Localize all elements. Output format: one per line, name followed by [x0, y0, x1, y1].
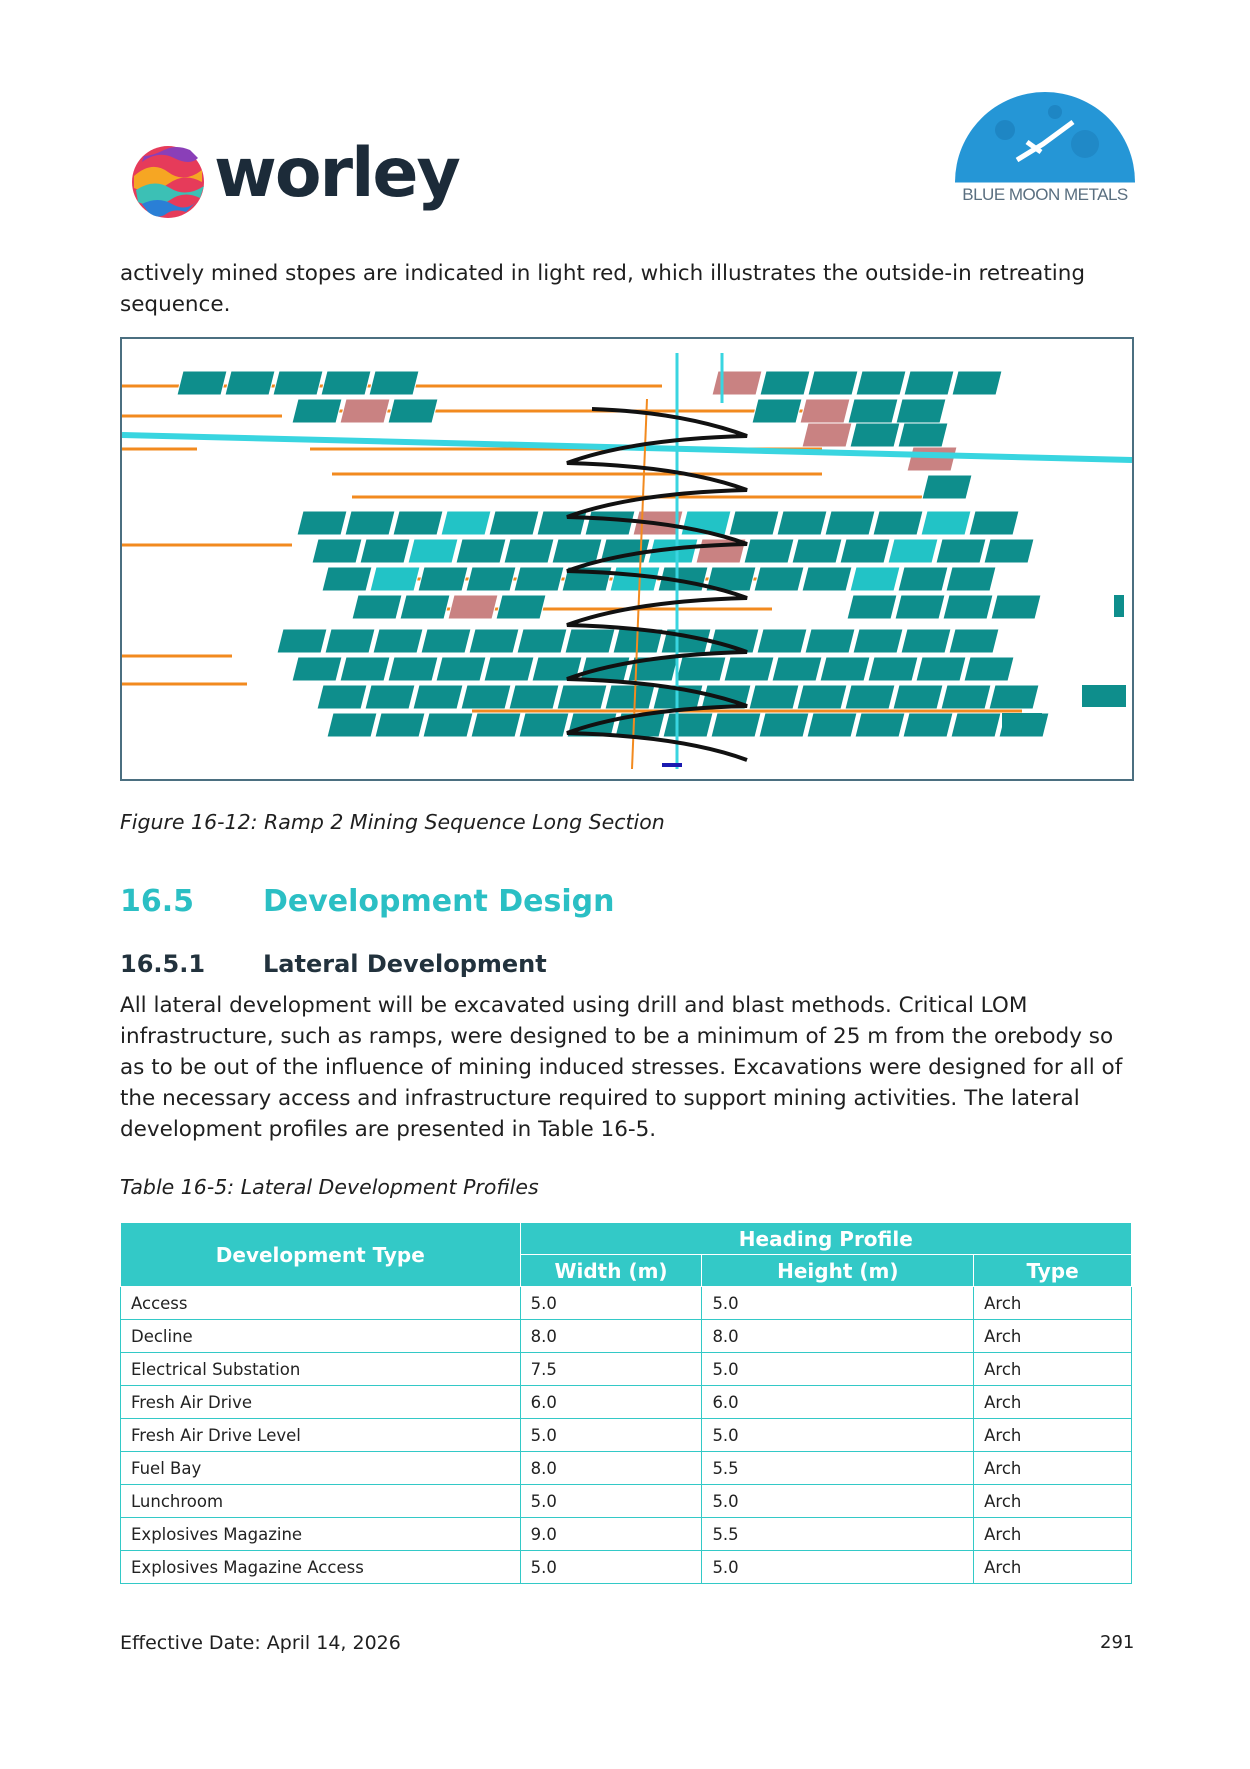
worley-logo [128, 134, 468, 230]
stope-block [273, 371, 323, 395]
stope-block [436, 657, 486, 681]
stope-block [461, 685, 511, 709]
stope-block [921, 511, 971, 535]
table-row [121, 1518, 1132, 1551]
stope-block [896, 399, 946, 423]
cell-development-type: Access [121, 1287, 521, 1320]
cell-development-type: Explosives Magazine [121, 1518, 521, 1551]
stope-block [557, 685, 607, 709]
table-row [121, 1320, 1132, 1353]
stope-block [340, 657, 390, 681]
stope-block [408, 539, 458, 563]
cell-height: 5.5 [702, 1452, 974, 1485]
cell-type: Arch [974, 1287, 1132, 1320]
stope-block [373, 629, 423, 653]
cell-development-type: Lunchroom [121, 1485, 521, 1518]
stope-block [225, 371, 275, 395]
table-row [121, 1419, 1132, 1452]
cell-development-type: Fresh Air Drive Level [121, 1419, 521, 1452]
cell-width: 9.0 [520, 1518, 702, 1551]
stope-block [1114, 595, 1124, 617]
stope-block [820, 657, 870, 681]
stope-block [369, 371, 419, 395]
cell-type: Arch [974, 1485, 1132, 1518]
stope-block [847, 595, 897, 619]
stope-block [989, 685, 1039, 709]
stope-block [797, 685, 847, 709]
cell-development-type: Fuel Bay [121, 1452, 521, 1485]
stope-block [969, 511, 1019, 535]
table-caption: Table 16-5: Lateral Development Profiles [120, 1175, 539, 1199]
body-paragraph: All lateral development will be excavated using drill and blast methods. Critical LOM infrastructure, such as ramps, were designed to be a minimum of 25 m from the orebody so as to be out of the influence of mining induced stresses. Excavations were designed for all of the necessary access and infrastructure required to support mining activities. The lateral development profiles are presented in Table 16-5. [120, 993, 1123, 1142]
stope-block [964, 657, 1014, 681]
stope-block [949, 629, 999, 653]
stope-block [552, 539, 602, 563]
stope-block [663, 713, 713, 737]
stope-block [792, 539, 842, 563]
cell-type: Arch [974, 1353, 1132, 1386]
cell-width: 5.0 [520, 1419, 702, 1452]
stope-block [297, 511, 347, 535]
cell-height: 5.0 [702, 1287, 974, 1320]
cell-type: Arch [974, 1386, 1132, 1419]
stope-block [936, 539, 986, 563]
stope-block [317, 685, 367, 709]
stope-block [840, 539, 890, 563]
worley-wordmark: worley [214, 134, 459, 213]
stope-block [325, 629, 375, 653]
stope-block [853, 629, 903, 653]
cell-development-type: Explosives Magazine Access [121, 1551, 521, 1584]
stope-block [807, 713, 857, 737]
stope-block [888, 539, 938, 563]
stope-block [802, 423, 852, 447]
stope-block [585, 511, 635, 535]
cell-type: Arch [974, 1452, 1132, 1485]
stope-block [898, 567, 948, 591]
table-row [121, 1551, 1132, 1584]
stope-block [322, 567, 372, 591]
stope-block [868, 657, 918, 681]
stope-block [808, 371, 858, 395]
header-width: Width (m) [520, 1255, 702, 1287]
stope-block [856, 371, 906, 395]
header-height: Height (m) [702, 1255, 974, 1287]
stope-block [850, 423, 900, 447]
stope-block [388, 657, 438, 681]
stope-block [456, 539, 506, 563]
stope-block [757, 629, 807, 653]
stope-block [1082, 685, 1126, 707]
stope-block [895, 595, 945, 619]
stope-block [365, 685, 415, 709]
cell-height: 5.0 [702, 1419, 974, 1452]
stope-block [772, 657, 822, 681]
header-development-type: Development Type [121, 1223, 521, 1287]
cell-development-type: Electrical Substation [121, 1353, 521, 1386]
cell-height: 5.0 [702, 1353, 974, 1386]
blue-moon-wordmark: BLUE MOON METALS [962, 185, 1128, 204]
header-type: Type [974, 1255, 1132, 1287]
stope-block [292, 657, 342, 681]
stope-block [375, 713, 425, 737]
stope-block [471, 713, 521, 737]
stope-block [370, 567, 420, 591]
stope-block [413, 685, 463, 709]
cell-height: 8.0 [702, 1320, 974, 1353]
stope-block [946, 567, 996, 591]
cell-height: 5.5 [702, 1518, 974, 1551]
cell-width: 7.5 [520, 1353, 702, 1386]
stope-block [754, 567, 804, 591]
stope-block [800, 399, 850, 423]
stope-block [850, 567, 900, 591]
cell-height: 5.0 [702, 1485, 974, 1518]
stope-block [711, 713, 761, 737]
mining-sequence-long-section [120, 337, 1134, 781]
stope-block [519, 713, 569, 737]
stope-block [466, 567, 516, 591]
worley-swirl-icon [128, 142, 208, 222]
stope-block [845, 685, 895, 709]
cell-height: 5.0 [702, 1551, 974, 1584]
stope-block [441, 511, 491, 535]
stope-block [724, 657, 774, 681]
stope-block [496, 595, 546, 619]
blue-moon-metals-logo [945, 82, 1145, 212]
stope-block [504, 539, 554, 563]
table-row [121, 1353, 1132, 1386]
stope-block [805, 629, 855, 653]
cell-type: Arch [974, 1518, 1132, 1551]
cell-width: 5.0 [520, 1551, 702, 1584]
stope-block [489, 511, 539, 535]
stope-block [360, 539, 410, 563]
stope-block [991, 595, 1041, 619]
cell-width: 5.0 [520, 1485, 702, 1518]
stope-block [565, 629, 615, 653]
section-number: 16.5 [120, 884, 195, 919]
subsection-heading [120, 950, 547, 978]
table-body [121, 1287, 1132, 1584]
stope-block [903, 713, 953, 737]
stope-block [514, 567, 564, 591]
stope-block [388, 399, 438, 423]
stope-block [901, 629, 951, 653]
stope-block [943, 595, 993, 619]
cell-type: Arch [974, 1320, 1132, 1353]
cell-development-type: Fresh Air Drive [121, 1386, 521, 1419]
figure-caption: Figure 16-12: Ramp 2 Mining Sequence Long Section [120, 810, 665, 834]
stope-block [1002, 713, 1042, 735]
stope-block [825, 511, 875, 535]
long-section-drawing [122, 339, 1132, 779]
cell-development-type: Decline [121, 1320, 521, 1353]
intro-text: actively mined stopes are indicated in light red, which illustrates the outside-in retreating sequence. [120, 261, 1086, 317]
stope-block [744, 539, 794, 563]
cell-width: 8.0 [520, 1452, 702, 1485]
cell-width: 6.0 [520, 1386, 702, 1419]
stope-block [848, 399, 898, 423]
stope-block [418, 567, 468, 591]
stope-block [941, 685, 991, 709]
stope-block [729, 511, 779, 535]
stope-block [777, 511, 827, 535]
stope-block [752, 399, 802, 423]
cell-width: 8.0 [520, 1320, 702, 1353]
effective-date: Effective Date: April 14, 2026 [120, 1632, 401, 1654]
stope-block [984, 539, 1034, 563]
stope-block [802, 567, 852, 591]
stope-block [951, 713, 1001, 737]
stope-block [177, 371, 227, 395]
table-row [121, 1386, 1132, 1419]
stope-block [312, 539, 362, 563]
stope-block [277, 629, 327, 653]
stope-block [676, 657, 726, 681]
table-row [121, 1452, 1132, 1485]
stope-block [484, 657, 534, 681]
stope-block [898, 423, 948, 447]
stope-block [352, 595, 402, 619]
stope-block [904, 371, 954, 395]
stope-block [610, 567, 660, 591]
page-number: 291 [1100, 1632, 1135, 1653]
stope-block [327, 713, 377, 737]
cell-height: 6.0 [702, 1386, 974, 1419]
stope-block [345, 511, 395, 535]
stope-block [421, 629, 471, 653]
stope-block [893, 685, 943, 709]
stope-block [393, 511, 443, 535]
cell-type: Arch [974, 1419, 1132, 1452]
table-row [121, 1485, 1132, 1518]
lateral-development-table [120, 1222, 1132, 1584]
header-heading-profile: Heading Profile [520, 1223, 1131, 1255]
stope-block [855, 713, 905, 737]
section-title: Development Design [263, 884, 615, 919]
stope-block [759, 713, 809, 737]
section-heading [120, 884, 615, 919]
stope-block [907, 447, 957, 471]
cell-width: 5.0 [520, 1287, 702, 1320]
stope-block [712, 371, 762, 395]
stope-block [749, 685, 799, 709]
stope-block [916, 657, 966, 681]
stope-block [448, 595, 498, 619]
cell-type: Arch [974, 1551, 1132, 1584]
subsection-number: 16.5.1 [120, 950, 206, 978]
stope-block [469, 629, 519, 653]
stope-block [605, 685, 655, 709]
stope-block [952, 371, 1002, 395]
stope-block [423, 713, 473, 737]
stope-block [873, 511, 923, 535]
stope-block [509, 685, 559, 709]
stope-block [517, 629, 567, 653]
subsection-title: Lateral Development [263, 950, 547, 978]
stope-block [760, 371, 810, 395]
stope-block [321, 371, 371, 395]
stope-block [400, 595, 450, 619]
stope-block [292, 399, 342, 423]
stope-block [340, 399, 390, 423]
table-row [121, 1287, 1132, 1320]
stope-block [922, 475, 972, 499]
